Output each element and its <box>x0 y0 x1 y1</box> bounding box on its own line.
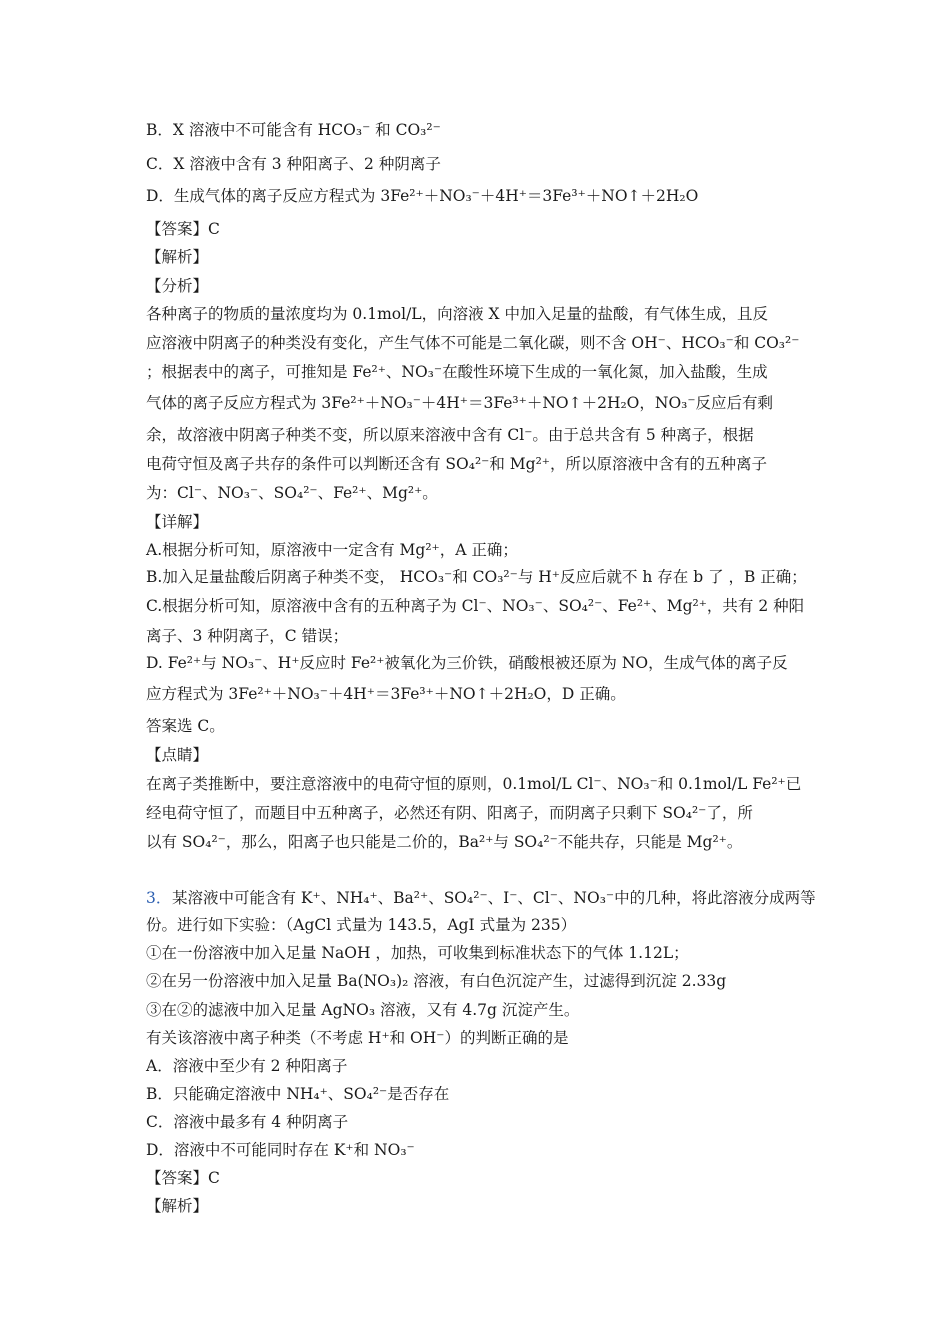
explanation-heading: 【解析】 <box>146 248 209 266</box>
analysis-line: 余，故溶液中阴离子种类不变，所以原来溶液中含有 Cl⁻。由于总共含有 5 种离子，根据 <box>146 426 754 444</box>
analysis-line: 各种离子的物质的量浓度均为 0.1mol/L，向溶液 X 中加入足量的盐酸，有气体生成，且反 <box>146 305 768 323</box>
key-point-line: 在离子类推断中，要注意溶液中的电荷守恒的原则，0.1mol/L Cl⁻、NO₃⁻和 0.1mol/L Fe²⁺已 <box>146 775 802 793</box>
details-line: A.根据分析可知，原溶液中一定含有 Mg²⁺，A 正确； <box>146 541 518 559</box>
option-d: D．生成气体的离子反应方程式为 3Fe²⁺＋NO₃⁻＋4H⁺＝3Fe³⁺＋NO↑＋2H₂O <box>146 187 699 205</box>
experiment-step: ②在另一份溶液中加入足量 Ba(NO₃)₂ 溶液，有白色沉淀产生，过滤得到沉淀 2.33g <box>146 972 727 990</box>
explanation-heading: 【解析】 <box>146 1197 209 1215</box>
details-line: B.加入足量盐酸后阴离子种类不变， HCO₃⁻和 CO₃²⁻与 H⁺反应后就不 h 存在 b 了 ，B 正确； <box>146 568 807 586</box>
details-line: 应方程式为 3Fe²⁺＋NO₃⁻＋4H⁺＝3Fe³⁺＋NO↑＋2H₂O，D 正确。 <box>146 685 626 703</box>
details-line: 离子、3 种阴离子，C 错误； <box>146 627 349 645</box>
key-point-line: 经电荷守恒了，而题目中五种离子，必然还有阴、阳离子，而阴离子只剩下 SO₄²⁻了，所 <box>146 804 753 822</box>
analysis-line: 电荷守恒及离子共存的条件可以判断还含有 SO₄²⁻和 Mg²⁺，所以原溶液中含有的五种离子 <box>146 455 767 473</box>
analysis-line: 应溶液中阴离子的种类没有变化，产生气体不可能是二氧化碳，则不含 OH⁻、HCO₃⁻和 CO₃²⁻ <box>146 334 800 352</box>
analysis-heading: 【分析】 <box>146 277 209 295</box>
answer-label: 【答案】C <box>146 220 220 238</box>
option-b: B．X 溶液中不可能含有 HCO₃⁻ 和 CO₃²⁻ <box>146 121 441 139</box>
question-prompt: 有关该溶液中离子种类（不考虑 H⁺和 OH⁻）的判断正确的是 <box>146 1029 569 1047</box>
details-line: C.根据分析可知，原溶液中含有的五种离子为 Cl⁻、NO₃⁻、SO₄²⁻、Fe²⁺、Mg²⁺，共有 2 种阳 <box>146 597 805 615</box>
analysis-line: 为：Cl⁻、NO₃⁻、SO₄²⁻、Fe²⁺、Mg²⁺。 <box>146 484 438 502</box>
analysis-line: 气体的离子反应方程式为 3Fe²⁺＋NO₃⁻＋4H⁺＝3Fe³⁺＋NO↑＋2H₂O，NO₃⁻反应后有剩 <box>146 394 774 412</box>
key-point-heading: 【点睛】 <box>146 746 209 764</box>
experiment-step: ③在②的滤液中加入足量 AgNO₃ 溶液，又有 4.7g 沉淀产生。 <box>146 1001 580 1019</box>
experiment-step: ①在一份溶液中加入足量 NaOH ，加热，可收集到标准状态下的气体 1.12L； <box>146 944 689 962</box>
details-line: D. Fe²⁺与 NO₃⁻、H⁺反应时 Fe²⁺被氧化为三价铁，硝酸根被还原为 NO，生成气体的离子反 <box>146 654 788 672</box>
analysis-line: ；根据表中的离子，可推知是 Fe²⁺、NO₃⁻在酸性环境下生成的一氧化氮，加入盐酸，生成 <box>146 363 768 381</box>
option-b: B．只能确定溶液中 NH₄⁺、SO₄²⁻是否存在 <box>146 1085 450 1103</box>
option-a: A．溶液中至少有 2 种阳离子 <box>146 1057 348 1075</box>
answer-choice: 答案选 C。 <box>146 717 225 735</box>
question-number: 3． <box>146 889 172 907</box>
option-c: C．溶液中最多有 4 种阴离子 <box>146 1113 349 1131</box>
details-heading: 【详解】 <box>146 513 209 531</box>
question-stem: 份。进行如下实验：（AgCl 式量为 143.5，AgI 式量为 235） <box>146 916 577 934</box>
question-stem: 某溶液中可能含有 K⁺、NH₄⁺、Ba²⁺、SO₄²⁻、I⁻、Cl⁻、NO₃⁻中的几种，将此溶液分成两等 <box>172 889 816 907</box>
answer-label: 【答案】C <box>146 1169 220 1187</box>
key-point-line: 以有 SO₄²⁻，那么，阳离子也只能是二价的，Ba²⁺与 SO₄²⁻不能共存，只能是 Mg²⁺。 <box>146 833 743 851</box>
option-c: C．X 溶液中含有 3 种阳离子、2 种阴离子 <box>146 155 441 173</box>
option-d: D．溶液中不可能同时存在 K⁺和 NO₃⁻ <box>146 1141 415 1159</box>
